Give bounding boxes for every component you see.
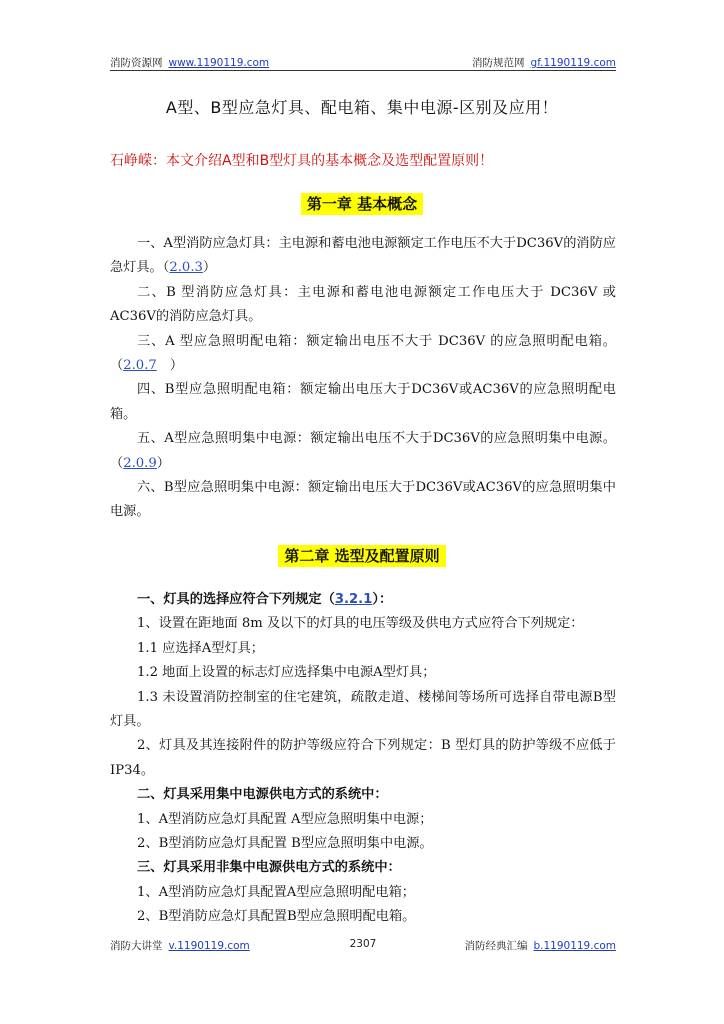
footer-right-label: 消防经典汇编 xyxy=(464,940,528,952)
header-left-link[interactable]: www.1190119.com xyxy=(168,57,270,69)
chapter2-paragraph xyxy=(110,881,616,905)
chapter2-heading xyxy=(0,545,724,566)
paragraph-text: 五、A型应急照明集中电源：额定输出电压不大于DC36V的应急照明集中电源。（ xyxy=(110,431,616,471)
chapter1-paragraph xyxy=(110,281,616,330)
paragraph-tail: ） xyxy=(202,260,217,276)
chapter2-paragraph xyxy=(110,808,616,832)
page-footer xyxy=(110,936,616,954)
paragraph-text: 1.3 未设置消防控制室的住宅建筑，疏散走道、楼梯间等场所可选择自带电源B型灯具。 xyxy=(110,689,616,730)
header-right-link[interactable]: gf.1190119.com xyxy=(530,57,616,69)
chapter2-paragraph xyxy=(110,905,616,929)
paragraph-text: 四、B型应急照明配电箱：额定输出电压大于DC36V或AC36V的应急照明配电箱。 xyxy=(110,382,616,422)
footer-left-link[interactable]: v.1190119.com xyxy=(168,940,250,952)
paragraph-text: 二、灯具采用集中电源供电方式的系统中： xyxy=(137,787,388,803)
chapter2-paragraph xyxy=(110,637,616,661)
chapter2-paragraph xyxy=(110,856,616,880)
paragraph-text: 二、B 型消防应急灯具：主电源和蓄电池电源额定工作电压大于 DC36V 或AC36V的消防应急灯具。 xyxy=(110,284,616,325)
page-header xyxy=(110,52,616,71)
paragraph-text: 2、灯具及其连接附件的防护等级应符合下列规定：B 型灯具的防护等级不应低于IP34。 xyxy=(110,738,616,778)
paragraph-text: 三、A 型应急照明配电箱：额定输出电压不大于 DC36V 的应急照明配电箱。（ xyxy=(110,333,616,374)
footer-right-link[interactable]: b.1190119.com xyxy=(533,940,616,952)
paragraph-text: 1、设置在距地面 8m 及以下的灯具的电压等级及供电方式应符合下列规定： xyxy=(137,616,584,632)
chapter1-paragraph xyxy=(110,427,616,476)
header-right-label: 消防规范网 xyxy=(472,57,525,69)
paragraph-tail: ）： xyxy=(372,592,393,607)
paragraph-tail: ） xyxy=(156,358,184,374)
chapter2-paragraph xyxy=(110,588,616,612)
chapter2-paragraph xyxy=(110,832,616,856)
paragraph-text: 1.1 应选择A型灯具； xyxy=(137,640,264,656)
chapter2-body xyxy=(110,588,616,930)
paragraph-text: 1、A型消防应急灯具配置A型应急照明配电箱； xyxy=(137,884,415,900)
chapter2-paragraph xyxy=(110,783,616,807)
chapter1-heading xyxy=(0,193,724,214)
paragraph-text: 三、灯具采用非集中电源供电方式的系统中： xyxy=(137,860,401,876)
intro-text: 石峥嵘：本文介绍A型和B型灯具的基本概念及选型配置原则！ xyxy=(110,153,494,169)
chapter2-heading-text: 第二章 选型及配置原则 xyxy=(278,545,445,567)
clause-reference-link[interactable]: 2.0.7 xyxy=(123,358,157,374)
clause-reference-link[interactable]: 3.2.1 xyxy=(334,592,373,607)
clause-reference-link[interactable]: 2.0.9 xyxy=(123,455,157,471)
chapter2-paragraph xyxy=(110,612,616,636)
chapter1-paragraph xyxy=(110,378,616,427)
paragraph-text: 六、B型应急照明集中电源：额定输出电压大于DC36V或AC36V的应急照明集中电源。 xyxy=(110,480,616,520)
chapter1-heading-text: 第一章 基本概念 xyxy=(301,193,423,215)
paragraph-text: 一、A型消防应急灯具：主电源和蓄电池电源额定工作电压不大于DC36V的消防应急灯具。（ xyxy=(110,236,616,276)
paragraph-text: 1.2 地面上设置的标志灯应选择集中电源A型灯具； xyxy=(137,665,436,681)
clause-reference-link[interactable]: 2.0.3 xyxy=(169,260,203,276)
chapter1-paragraph xyxy=(110,476,616,525)
chapter2-paragraph xyxy=(110,734,616,783)
chapter2-paragraph xyxy=(110,686,616,735)
page-title: A型、B型应急灯具、配电箱、集中电源-区别及应用！ xyxy=(165,98,559,117)
header-right xyxy=(472,55,616,70)
footer-left-label: 消防大讲堂 xyxy=(110,940,163,952)
paragraph-text: 1、A型消防应急灯具配置 A型应急照明集中电源； xyxy=(137,811,433,827)
paragraph-tail: ） xyxy=(156,455,170,471)
paragraph-text: 2、B型消防应急灯具配置 B型应急照明集中电源。 xyxy=(137,836,433,852)
paragraph-text: 一、灯具的选择应符合下列规定（ xyxy=(137,592,335,607)
chapter1-paragraph xyxy=(110,232,616,281)
chapter2-paragraph xyxy=(110,661,616,685)
chapter1-body xyxy=(110,232,616,525)
header-left xyxy=(110,55,269,70)
chapter1-paragraph xyxy=(110,330,616,379)
footer-right xyxy=(464,938,616,953)
paragraph-text: 2、B型消防应急灯具配置B型应急照明配电箱。 xyxy=(137,909,416,925)
header-left-label: 消防资源网 xyxy=(110,57,163,69)
page-number: 2307 xyxy=(349,938,377,950)
